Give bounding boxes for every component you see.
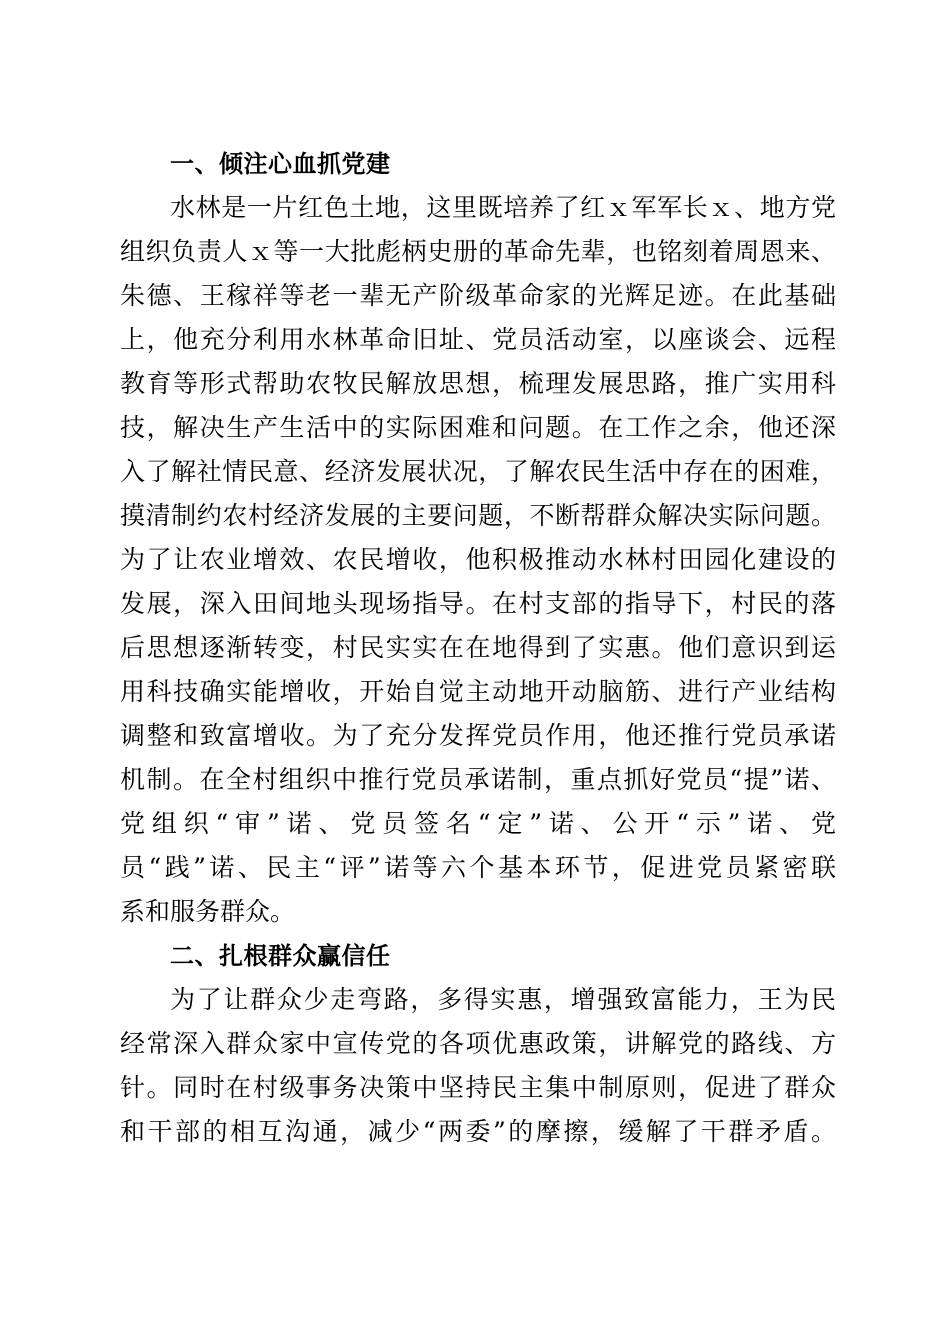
text-line: 和干部的相互沟通，减少“两委”的摩擦，缓解了干群矛盾。: [120, 1117, 836, 1146]
text-line: 机制。在全村组织中推行党员承诺制，重点抓好党员“提”诺、: [120, 765, 836, 794]
text-line: 技，解决生产生活中的实际困难和问题。在工作之余，他还深: [120, 413, 836, 442]
text-line: 用科技确实能增收，开始自觉主动地开动脑筋、进行产业结构: [120, 677, 836, 706]
text-line: 系和服务群众。: [120, 897, 296, 926]
text-line: 后思想逐渐转变，村民实实在在地得到了实惠。他们意识到运: [120, 633, 836, 662]
text-line: 调整和致富增收。为了充分发挥党员作用，他还推行党员承诺: [120, 721, 836, 750]
section-2-paragraph: [120, 978, 836, 1154]
text-line: 朱德、王稼祥等老一辈无产阶级革命家的光辉足迹。在此基础: [120, 281, 836, 310]
text-line: 组织负责人ｘ等一大批彪柄史册的革命先辈，也铭刻着周恩来、: [120, 237, 836, 266]
text-line: 为了让农业增效、农民增收，他积极推动水林村田园化建设的: [120, 545, 836, 574]
section-heading-2: 二、扎根群众赢信任: [170, 942, 391, 970]
text-line: 经常深入群众家中宣传党的各项优惠政策，讲解党的路线、方: [120, 1029, 836, 1058]
text-line: 针。同时在村级事务决策中坚持民主集中制原则，促进了群众: [120, 1073, 836, 1102]
text-line: 水林是一片红色土地，这里既培养了红ｘ军军长ｘ、地方党: [170, 193, 836, 222]
text-line: 入了解社情民意、经济发展状况，了解农民生活中存在的困难，: [120, 457, 836, 486]
section-heading-1: 一、倾注心血抓党建: [170, 150, 391, 178]
text-line: 教育等形式帮助农牧民解放思想，梳理发展思路，推广实用科: [120, 369, 836, 398]
text-line: 上，他充分利用水林革命旧址、党员活动室，以座谈会、远程: [120, 325, 836, 354]
section-1-paragraph: [120, 186, 836, 934]
text-line: 党组织“审”诺、党员签名“定”诺、公开“示”诺、党: [120, 809, 836, 838]
text-line: 为了让群众少走弯路，多得实惠，增强致富能力，王为民: [170, 985, 836, 1014]
text-line: 发展，深入田间地头现场指导。在村支部的指导下，村民的落: [120, 589, 836, 618]
text-line: 摸清制约农村经济发展的主要问题，不断帮群众解决实际问题。: [120, 501, 836, 530]
document-body: [120, 142, 836, 1154]
text-line: 员“践”诺、民主“评”诺等六个基本环节，促进党员紧密联: [120, 853, 836, 882]
